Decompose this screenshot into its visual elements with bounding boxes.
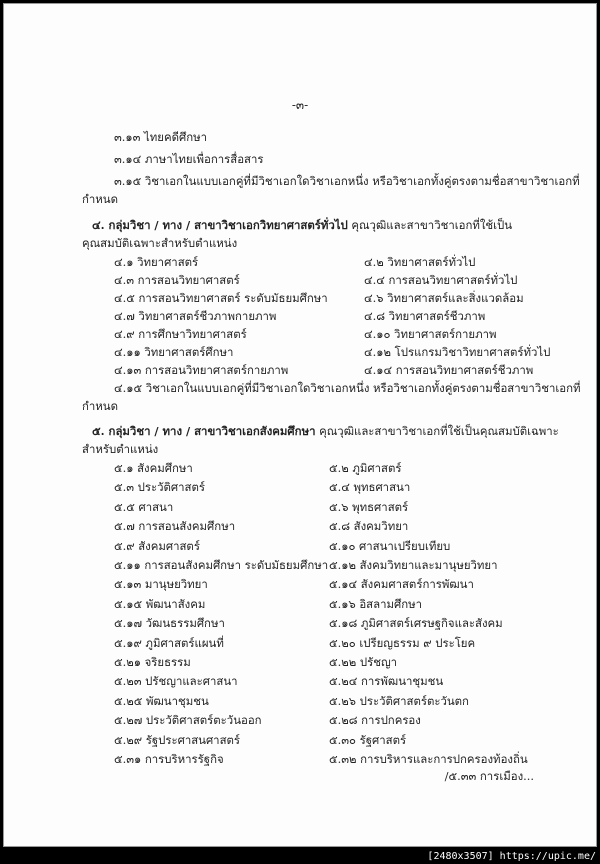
sec5-item: ๕.๑๗ วัฒนธรรมศึกษา xyxy=(114,616,225,630)
sec3-continuation: กำหนด xyxy=(82,192,118,206)
sec5-item: ๕.๓๑ การบริหารรัฐกิจ xyxy=(114,752,224,766)
sec5-item: ๕.๒๒ ปรัชญา xyxy=(329,655,398,669)
sec5-item: ๕.๑๒ สังคมวิทยาและมานุษยวิทยา xyxy=(329,558,498,572)
sec4-heading xyxy=(92,217,512,233)
sec5-item: ๕.๑๓ มานุษยวิทยา xyxy=(114,577,208,591)
sec5-item: ๕.๑๙ ภูมิศาสตร์แผนที่ xyxy=(114,636,224,650)
sec4-item: ๔.๖ วิทยาศาสตร์และสิ่งแวดล้อม xyxy=(364,291,524,305)
sec5-item: ๕.๑๑ การสอนสังคมศึกษา ระดับมัธยมศึกษา xyxy=(114,558,329,572)
sec5-heading xyxy=(92,423,559,439)
page-number: -๓- xyxy=(291,98,309,112)
sec5-item: ๕.๒๖ ประวัติศาสตร์ตะวันตก xyxy=(329,694,469,708)
sec4-item: ๔.๑๒ โปรแกรมวิชาวิทยาศาสตร์ทั่วไป xyxy=(364,345,551,359)
sec5-item: ๕.๘ สังคมวิทยา xyxy=(329,519,409,533)
sec5-item: ๕.๑๘ ภูมิศาสตร์เศรษฐกิจและสังคม xyxy=(329,616,503,630)
sec5-item: ๕.๓๒ การบริหารและการปกครองท้องถิ่น xyxy=(329,752,528,766)
sec5-heading-rest: คุณวุฒิและสาขาวิชาเอกที่ใช้เป็นคุณสมบัติเฉพาะ xyxy=(319,424,559,438)
sec5-heading-bold: ๕. กลุ่มวิชา / ทาง / สาขาวิชาเอกสังคมศึกษา xyxy=(92,424,316,438)
sec4-item: ๔.๓ การสอนวิทยาศาสตร์ xyxy=(114,273,240,287)
image-size-watermark: [2480x3507] https://upic.me/ xyxy=(427,851,596,862)
document-page xyxy=(3,3,597,847)
sec5-item: ๕.๑๐ ศาสนาเปรียบเทียบ xyxy=(329,539,451,553)
sec4-item: ๔.๑ วิทยาศาสตร์ xyxy=(114,255,199,269)
sec5-heading-cont: สำหรับตำแหน่ง xyxy=(82,442,159,456)
sec5-item: ๕.๔ พุทธศาสนา xyxy=(329,480,411,494)
sec4-item: ๔.๑๕ วิชาเอกในแบบเอกคู่ที่มีวิชาเอกใดวิชาเอกหนึ่ง หรือวิชาเอกทั้งคู่ตรงตามชื่อสาขาวิชาเอกที่ xyxy=(114,381,581,395)
sec4-item: ๔.๕ การสอนวิทยาศาสตร์ ระดับมัธยมศึกษา xyxy=(114,291,328,305)
sec3-item: ๓.๑๔ ภาษาไทยเพื่อการสื่อสาร xyxy=(114,152,264,166)
sec5-item: ๕.๑ สังคมศึกษา xyxy=(114,461,193,475)
sec5-item: ๕.๑๕ พัฒนาสังคม xyxy=(114,597,206,611)
sec4-item: ๔.๙ การศึกษาวิทยาศาสตร์ xyxy=(114,327,247,341)
continuation-note: /๕.๓๓ การเมือง... xyxy=(444,769,534,783)
sec5-item: ๕.๖ พุทธศาสตร์ xyxy=(329,500,409,514)
sec4-item: ๔.๑๑ วิทยาศาสตร์ศึกษา xyxy=(114,345,234,359)
sec5-item: ๕.๙ สังคมศาสตร์ xyxy=(114,539,200,553)
sec5-item: ๕.๒๐ เปรียญธรรม ๙ ประโยค xyxy=(329,636,476,650)
sec5-item: ๕.๒๓ ปรัชญาและศาสนา xyxy=(114,674,238,688)
sec5-item: ๕.๒๑ จริยธรรม xyxy=(114,655,191,669)
sec5-item: ๕.๕ ศาสนา xyxy=(114,500,174,514)
sec5-item: ๕.๓๐ รัฐศาสตร์ xyxy=(329,733,407,747)
sec5-item: ๕.๒ ภูมิศาสตร์ xyxy=(329,461,402,475)
sec5-item: ๕.๗ การสอนสังคมศึกษา xyxy=(114,519,236,533)
sec4-item: ๔.๔ การสอนวิทยาศาสตร์ทั่วไป xyxy=(364,273,518,287)
sec5-item: ๕.๒๗ ประวัติศาสตร์ตะวันออก xyxy=(114,713,262,727)
sec5-item: ๕.๒๔ การพัฒนาชุมชน xyxy=(329,674,444,688)
sec4-item: ๔.๑๓ การสอนวิทยาศาสตร์กายภาพ xyxy=(114,363,289,377)
sec3-item: ๓.๑๓ ไทยคดีศึกษา xyxy=(114,130,208,144)
sec4-item: ๔.๗ วิทยาศาสตร์ชีวภาพกายภาพ xyxy=(114,309,277,323)
sec5-item: ๕.๑๖ อิสลามศึกษา xyxy=(329,597,423,611)
sec4-item: ๔.๘ วิทยาศาสตร์ชีวภาพ xyxy=(364,309,486,323)
sec4-heading-cont: คุณสมบัติเฉพาะสำหรับตำแหน่ง xyxy=(82,236,238,250)
sec3-item: ๓.๑๕ วิชาเอกในแบบเอกคู่ที่มีวิชาเอกใดวิชาเอกหนึ่ง หรือวิชาเอกทั้งคู่ตรงตามชื่อสาขาวิชาเอกที่ xyxy=(114,174,580,188)
sec4-item: ๔.๑๐ วิทยาศาสตร์กายภาพ xyxy=(364,327,497,341)
sec4-heading-bold: ๔. กลุ่มวิชา / ทาง / สาขาวิชาเอกวิทยาศาสตร์ทั่วไป xyxy=(92,218,348,232)
sec4-item: ๔.๒ วิทยาศาสตร์ทั่วไป xyxy=(364,255,476,269)
sec5-item: ๕.๓ ประวัติศาสตร์ xyxy=(114,480,206,494)
sec5-item: ๕.๒๘ การปกครอง xyxy=(329,713,421,727)
sec5-item: ๕.๒๕ พัฒนาชุมชน xyxy=(114,694,209,708)
sec4-continuation: กำหนด xyxy=(82,399,118,413)
sec5-item: ๕.๒๙ รัฐประศาสนศาสตร์ xyxy=(114,733,241,747)
sec4-heading-rest: คุณวุฒิและสาขาวิชาเอกที่ใช้เป็น xyxy=(351,218,513,232)
sec5-item: ๕.๑๔ สังคมศาสตร์การพัฒนา xyxy=(329,577,474,591)
sec4-item: ๔.๑๔ การสอนวิทยาศาสตร์ชีวภาพ xyxy=(364,363,534,377)
